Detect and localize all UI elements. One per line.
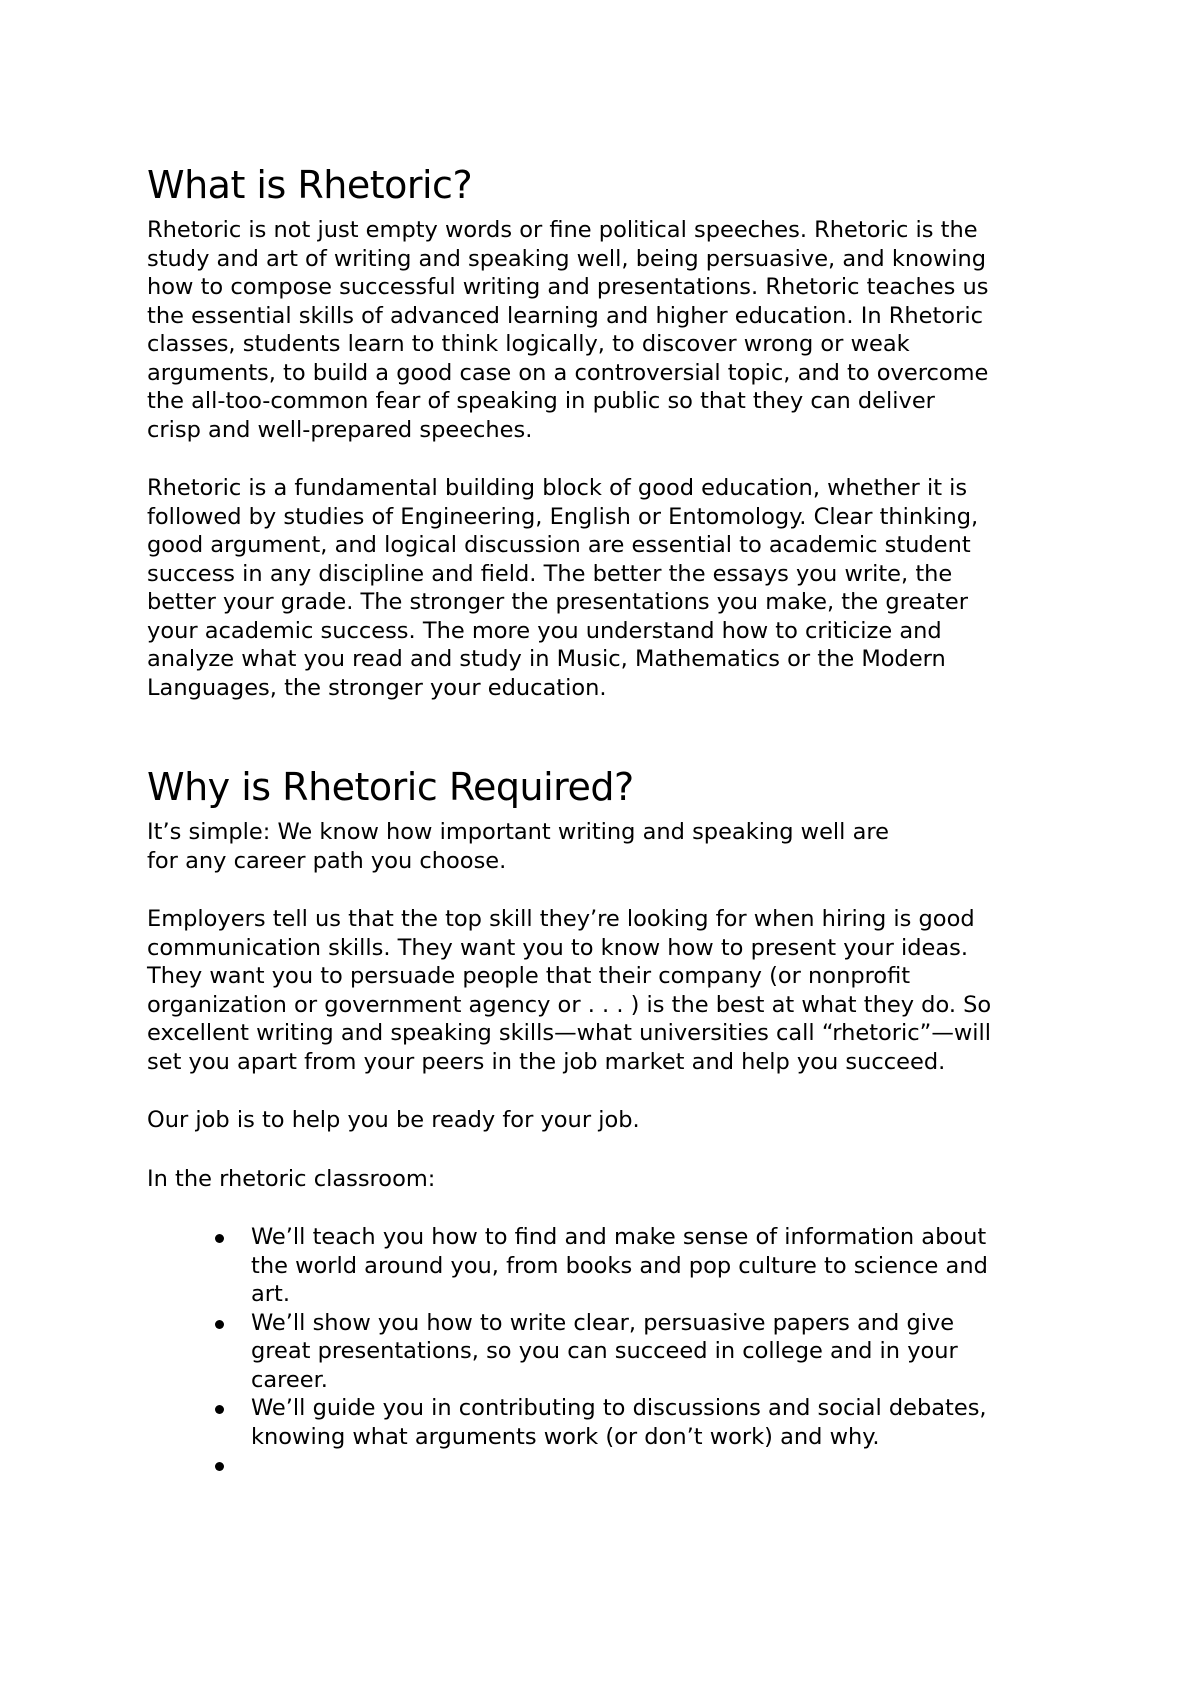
text-line: followed by studies of Engineering, English or Entomology. Clear thinking, <box>147 503 979 530</box>
list-item-empty <box>147 1451 1087 1480</box>
text-line: set you apart from your peers in the job market and help you succeed. <box>147 1048 946 1075</box>
text-line: We’ll guide you in contributing to discussions and social debates, <box>251 1395 987 1421</box>
bullet-icon <box>215 1234 224 1243</box>
text-line: for any career path you choose. <box>147 847 507 874</box>
text-line: great presentations, so you can succeed in college and in your <box>251 1338 958 1364</box>
text-line: the all-too-common fear of speaking in public so that they can deliver <box>147 388 935 414</box>
paragraph-building-block <box>147 474 1087 702</box>
text-line: They want you to persuade people that their company (or nonprofit <box>147 963 911 989</box>
bullet-icon <box>215 1320 224 1329</box>
text-line: better your grade. The stronger the presentations you make, the greater <box>147 589 968 615</box>
text-line: Our job is to help you be ready for your job. <box>147 1107 640 1133</box>
text-line: Languages, the stronger your education. <box>147 674 607 701</box>
paragraph-rhetoric-definition <box>147 216 1087 444</box>
paragraph-its-simple <box>147 818 1087 875</box>
text-line: analyze what you read and study in Music, Mathematics or the Modern <box>147 646 946 672</box>
text-line: We’ll show you how to write clear, persuasive papers and give <box>251 1309 955 1336</box>
text-line: Employers tell us that the top skill they’re looking for when hiring is good <box>147 906 975 932</box>
text-line: the essential skills of advanced learning and higher education. In Rhetoric <box>147 302 983 329</box>
text-line: Rhetoric is a fundamental building block of good education, whether it is <box>147 475 968 501</box>
text-line: success in any discipline and field. The better the essays you write, the <box>147 560 953 587</box>
text-line: crisp and well-prepared speeches. <box>147 416 533 443</box>
heading-what-is-rhetoric: What is Rhetoric? <box>147 163 473 207</box>
text-line: We’ll teach you how to find and make sense of information about <box>251 1224 987 1250</box>
paragraph-our-job <box>147 1106 1087 1135</box>
text-line: classes, students learn to think logically, to discover wrong or weak <box>147 331 910 357</box>
bullet-icon <box>215 1462 224 1471</box>
text-line: study and art of writing and speaking well, being persuasive, and knowing <box>147 245 987 272</box>
paragraph-employers <box>147 905 1087 1076</box>
text-line: excellent writing and speaking skills—what universities call “rhetoric”—will <box>147 1020 991 1046</box>
text-line: In the rhetoric classroom: <box>147 1165 436 1192</box>
text-line: good argument, and logical discussion are essential to academic student <box>147 532 971 558</box>
text-line: knowing what arguments work (or don’t work) and why. <box>251 1423 880 1450</box>
text-line: arguments, to build a good case on a controversial topic, and to overcome <box>147 359 989 386</box>
heading-why-is-rhetoric-required: Why is Rhetoric Required? <box>147 765 634 809</box>
list-item <box>147 1309 1087 1395</box>
list-item <box>147 1394 1087 1451</box>
document-page <box>147 162 1087 1480</box>
text-line: art. <box>251 1281 291 1307</box>
paragraph-classroom-intro <box>147 1165 1087 1194</box>
bullet-list <box>147 1223 1087 1480</box>
text-line: career. <box>251 1366 328 1393</box>
list-item <box>147 1223 1087 1309</box>
text-line: Rhetoric is not just empty words or fine political speeches. Rhetoric is the <box>147 217 978 243</box>
text-line: It’s simple: We know how important writing and speaking well are <box>147 819 889 845</box>
text-line: how to compose successful writing and presentations. Rhetoric teaches us <box>147 274 989 300</box>
text-line: communication skills. They want you to know how to present your ideas. <box>147 934 969 961</box>
text-line: the world around you, from books and pop culture to science and <box>251 1252 988 1279</box>
text-line: organization or government agency or . . . ) is the best at what they do. So <box>147 991 992 1018</box>
text-line: your academic success. The more you understand how to criticize and <box>147 617 942 644</box>
bullet-icon <box>215 1405 224 1414</box>
